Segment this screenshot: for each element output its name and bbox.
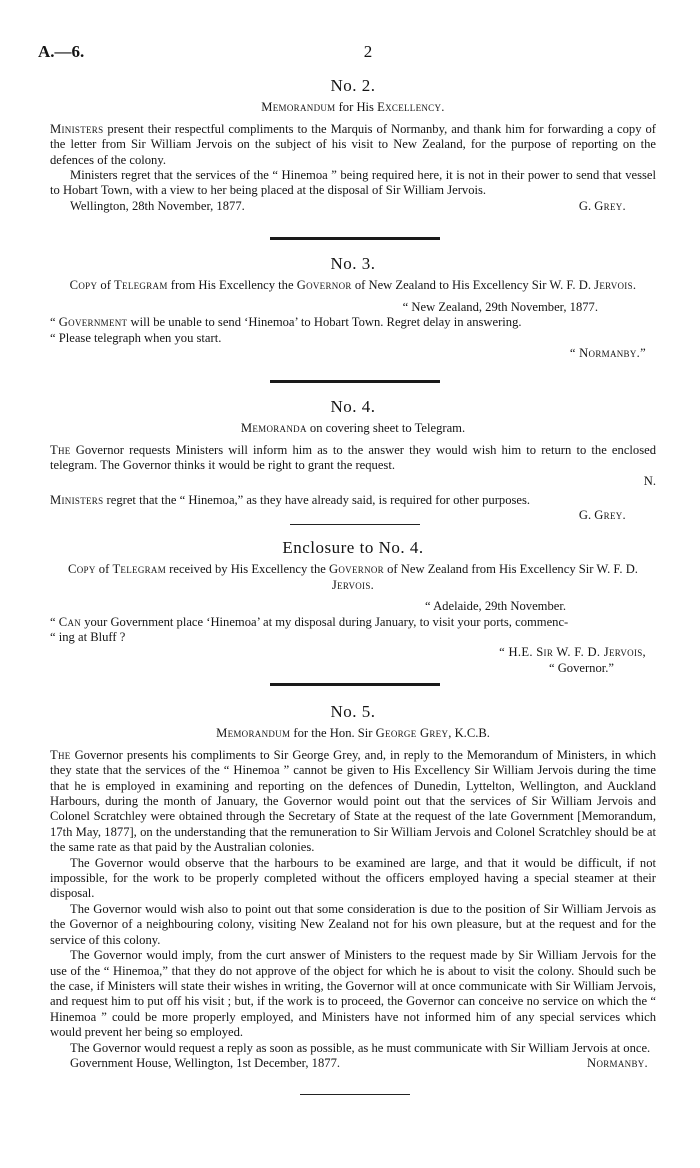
memo-title: Memorandum for His Excellency.: [261, 100, 445, 115]
section-divider: [290, 524, 420, 525]
date-line: Government House, Wellington, 1st December, 1877.: [70, 1055, 341, 1070]
telegram-body-line: “ ing at Bluff ?: [50, 630, 126, 645]
document-reference: A.—6.: [38, 42, 85, 61]
paragraph: The Governor presents his compliments to Sir George Grey, and, in reply to the Memorandum of Ministers, in which they state that the services of the “ Hinemoa ” cannot be given to His Excellency Sir William Jervois during the time that he is employed in examining and reporting on the defences of Dunedin, Lyttelton, Wellington, and Auckland Harbours, during the month of January, the Governor would point out that the services of Sir William Jervois and Colonel Scratchley were obtained through the Secretary of State at the request of the late Government [Memorandum, 17th May, 1877], on the understanding that the remuneration to Sir William Jervois and Colonel Scratchley should be at the same rate as that paid by the Australian colonies.: [50, 747, 656, 855]
section-heading: No. 5.: [330, 702, 376, 721]
telegram-body-line: “ Please telegraph when you start.: [50, 330, 222, 345]
date-signature-line: [50, 199, 656, 214]
telegram-dateline: “ Adelaide, 29th November.: [425, 599, 566, 614]
section-heading: No. 2.: [330, 76, 376, 95]
signature-title: “ Governor.”: [548, 660, 614, 675]
paragraph: Ministers regret that the services of the “ Hinemoa ” being required here, it is not in their power to send that vessel to Hobart Town, with a view to her being placed at the disposal of Sir William Jervois.: [50, 168, 656, 198]
page-header: [38, 42, 662, 64]
section-enclosure-no-4: [50, 540, 656, 676]
section-divider: [270, 683, 440, 686]
telegram-title: Copy of Telegram received by His Excellency the Governor of New Zealand from His Excellency Sir W. F. D. Jervois.: [68, 562, 638, 592]
section-heading: Enclosure to No. 4.: [282, 538, 424, 557]
telegram-body: “ Government will be unable to send ‘Hinemoa’ to Hobart Town. Regret delay in answering.: [50, 315, 522, 330]
section-no-3: [50, 256, 656, 361]
section-no-2: [50, 78, 656, 214]
memo-title: Memorandum for the Hon. Sir George Grey, K.C.B.: [216, 726, 490, 741]
paragraph: The Governor would imply, from the curt answer of Ministers to the request made by Sir William Jervois for the use of the “ Hinemoa,” that they do not approve of the object for which he is about to visit the colony. Should such be the case, if Ministers will state their wishes in writing, the Governor will at once communicate with Sir William Jervois, and request him to put off his visit ; but, if the work is to proceed, the Governor can conceive no service on which the “ Hinemoa ” could be more properly employed, and Ministers have not informed him of any special services which would prevent her being so employed.: [50, 948, 656, 1040]
signature: “ Normanby.”: [569, 346, 646, 361]
signature: G. Grey.: [578, 508, 626, 523]
memo-title: Memoranda on covering sheet to Telegram.: [240, 421, 466, 436]
section-no-5: [50, 704, 656, 1071]
paragraph: The Governor requests Ministers will inform him as to the answer they would wish him to return to the enclosed telegram. The Governor thinks it would be right to grant the request.: [50, 442, 656, 473]
initial-signature: N.: [643, 473, 656, 488]
signature: G. Grey.: [578, 198, 626, 213]
paragraph: The Governor would request a reply as soon as possible, as he must communicate with Sir William Jervois at once.: [70, 1040, 651, 1055]
paragraph: Ministers present their respectful compliments to the Marquis of Normanby, and thank him for forwarding a copy of the letter from Sir William Jervois on the subject of his visit to New Zealand, for the purpose of reporting on the defences of the colony.: [50, 121, 656, 167]
signature: Normanby.: [587, 1055, 648, 1070]
telegram-title: Copy of Telegram from His Excellency the Governor of New Zealand to His Excellency Sir W. F. D. Jervois.: [69, 278, 637, 293]
section-no-4: [50, 399, 656, 524]
telegram-dateline: “ New Zealand, 29th November, 1877.: [402, 299, 598, 314]
telegram-body: “ Can your Government place ‘Hinemoa’ at my disposal during January, to visit your ports, commenc-: [50, 614, 569, 629]
page-number: 2: [363, 42, 373, 61]
end-divider: [300, 1094, 410, 1095]
paragraph: The Governor would observe that the harbours to be examined are large, and that it would be difficult, if not impossible, for the work to be properly completed without the officers employed having a special steamer at their disposal.: [50, 855, 656, 901]
paragraph: Ministers regret that the “ Hinemoa,” as they have already said, is required for other purposes.: [50, 493, 531, 508]
signature: “ H.E. Sir W. F. D. Jervois,: [499, 645, 646, 660]
section-heading: No. 3.: [330, 254, 376, 273]
section-divider: [270, 237, 440, 240]
date-line: Wellington, 28th November, 1877.: [70, 198, 245, 213]
section-heading: No. 4.: [330, 397, 376, 416]
section-divider: [270, 380, 440, 383]
paragraph: The Governor would wish also to point out that some consideration is due to the position of Sir William Jervois as the Governor of a neighbouring colony, visiting New Zealand not for his own pleasure, but at the request and for the service of this colony.: [50, 901, 656, 947]
date-signature-line: [50, 1056, 656, 1071]
